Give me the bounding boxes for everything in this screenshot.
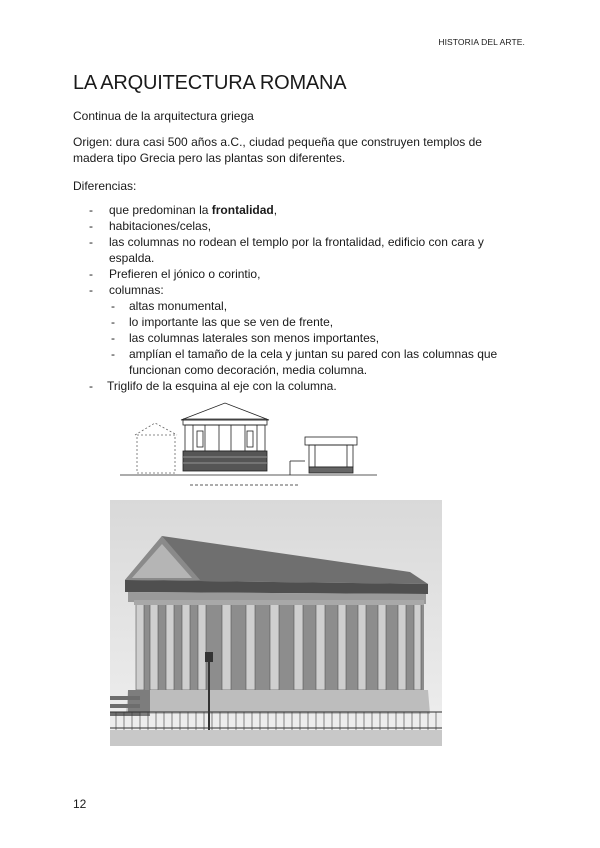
list-dash: - [89,219,93,233]
list-dash: - [89,267,93,281]
list-item-text: columnas: [109,283,164,297]
list-item-text: , [273,203,278,217]
sub-item-text: las columnas laterales son menos importantes, [129,331,380,345]
list-item [73,234,523,266]
list-dash: - [89,235,93,249]
origin-line-2: madera tipo Grecia pero las plantas son diferentes. [73,151,346,165]
list-item-text: que predominan la [109,203,212,217]
list-dash: - [111,331,115,345]
list-dash: - [111,315,115,329]
list-item [73,266,523,282]
sub-item-text: amplían el tamaño de la cela y juntan su pared con las columnas que [129,347,498,361]
origin-paragraph [73,134,523,166]
origin-line-1: Origen: dura casi 500 años a.C., ciudad pequeña que construyen templos de [73,135,482,149]
list-item-text: las columnas no rodean el templo por la frontalidad, edificio con cara y [109,235,484,249]
list-item [73,202,523,218]
list-item-text: habitaciones/celas, [109,219,212,233]
page-number: 12 [73,797,87,811]
list-dash: - [111,347,115,361]
list-dash: - [111,299,115,313]
sub-item-text: altas monumental, [129,299,228,313]
temple-photograph [110,500,442,746]
intro-paragraph: Continua de la arquitectura griega [73,109,254,123]
bold-term: frontalidad [211,203,274,217]
list-item-text: Triglifo de la esquina al eje con la columna. [107,379,337,393]
sub-list-item [73,330,523,346]
list-dash: - [89,283,93,297]
running-header: HISTORIA DEL ARTE. [438,37,525,47]
differences-list [73,202,523,394]
list-item [73,282,523,298]
sub-list-item [73,314,523,330]
sub-list-item [73,346,523,378]
list-dash: - [89,203,93,217]
list-item [73,378,523,394]
list-item [73,218,523,234]
differences-heading: Diferencias: [73,179,137,193]
page-title: LA ARQUITECTURA ROMANA [73,72,347,94]
sub-list-item [73,298,523,314]
list-item-text: Prefieren el jónico o corintio, [109,267,261,281]
temple-elevation-drawing [115,395,385,495]
sub-item-text: funcionan como decoración, media columna. [129,363,368,377]
sub-item-text: lo importante las que se ven de frente, [129,315,334,329]
list-item-text: espalda. [109,251,155,265]
list-dash: - [89,379,93,393]
